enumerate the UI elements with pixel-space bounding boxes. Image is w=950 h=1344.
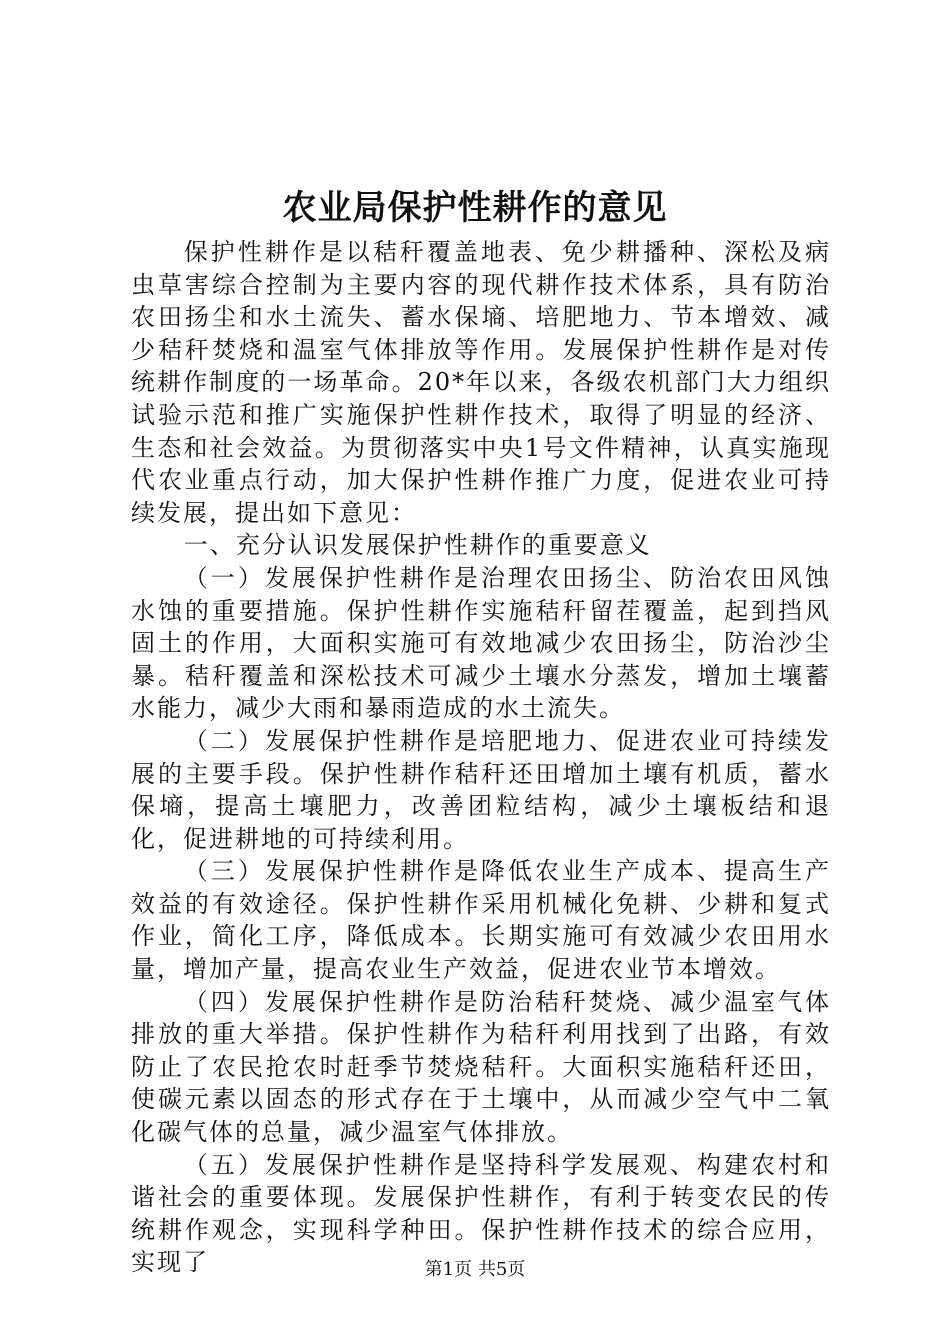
- paragraph-item-4: （四）发展保护性耕作是防治秸秆焚烧、减少温室气体排放的重大举措。保护性耕作为秸秆利用找到了出路，有效防止了农民抢农时赶季节焚烧秸秆。大面积实施秸秆还田，使碳元素以固态的形式存在于土壤中，从而减少空气中二氧化碳气体的总量，减少温室气体排放。: [131, 987, 831, 1147]
- document-title: 农业局保护性耕作的意见: [282, 188, 668, 228]
- section-heading-1: 一、充分认识发展保护性耕作的重要意义: [183, 531, 652, 560]
- paragraph-item-1: （一）发展保护性耕作是治理农田扬尘、防治农田风蚀水蚀的重要措施。保护性耕作实施秸秆留茬覆盖，起到挡风固土的作用，大面积实施可有效地减少农田扬尘，防治沙尘暴。秸秆覆盖和深松技术可减少土壤水分蒸发，增加土壤蓄水能力，减少大雨和暴雨造成的水土流失。: [131, 563, 831, 723]
- page-footer: 第1页 共5页: [424, 1259, 526, 1280]
- paragraph-item-3: （三）发展保护性耕作是降低农业生产成本、提高生产效益的有效途径。保护性耕作采用机械化免耕、少耕和复式作业，简化工序，降低成本。长期实施可有效减少农田用水量，增加产量，提高农业生产效益，促进农业节本增效。: [131, 857, 831, 984]
- document-body: [131, 236, 831, 1279]
- paragraph-item-2: （二）发展保护性耕作是培肥地力、促进农业可持续发展的主要手段。保护性耕作秸秆还田增加土壤有机质，蓄水保墒，提高土壤肥力，改善团粒结构，减少土壤板结和退化，促进耕地的可持续利用。: [131, 726, 831, 853]
- intro-paragraph: 保护性耕作是以秸秆覆盖地表、免少耕播种、深松及病虫草害综合控制为主要内容的现代耕作技术体系，具有防治农田扬尘和水土流失、蓄水保墒、培肥地力、节本增效、减少秸秆焚烧和温室气体排放等作用。发展保护性耕作是对传统耕作制度的一场革命。20*年以来，各级农机部门大力组织试验示范和推广实施保护性耕作技术，取得了明显的经济、生态和社会效益。为贯彻落实中央1号文件精神，认真实施现代农业重点行动，加大保护性耕作推广力度，促进农业可持续发展，提出如下意见：: [131, 238, 831, 527]
- paragraph-item-5: （五）发展保护性耕作是坚持科学发展观、构建农村和谐社会的重要体现。发展保护性耕作，有利于转变农民的传统耕作观念，实现科学种田。保护性耕作技术的综合应用，实现了: [131, 1150, 831, 1277]
